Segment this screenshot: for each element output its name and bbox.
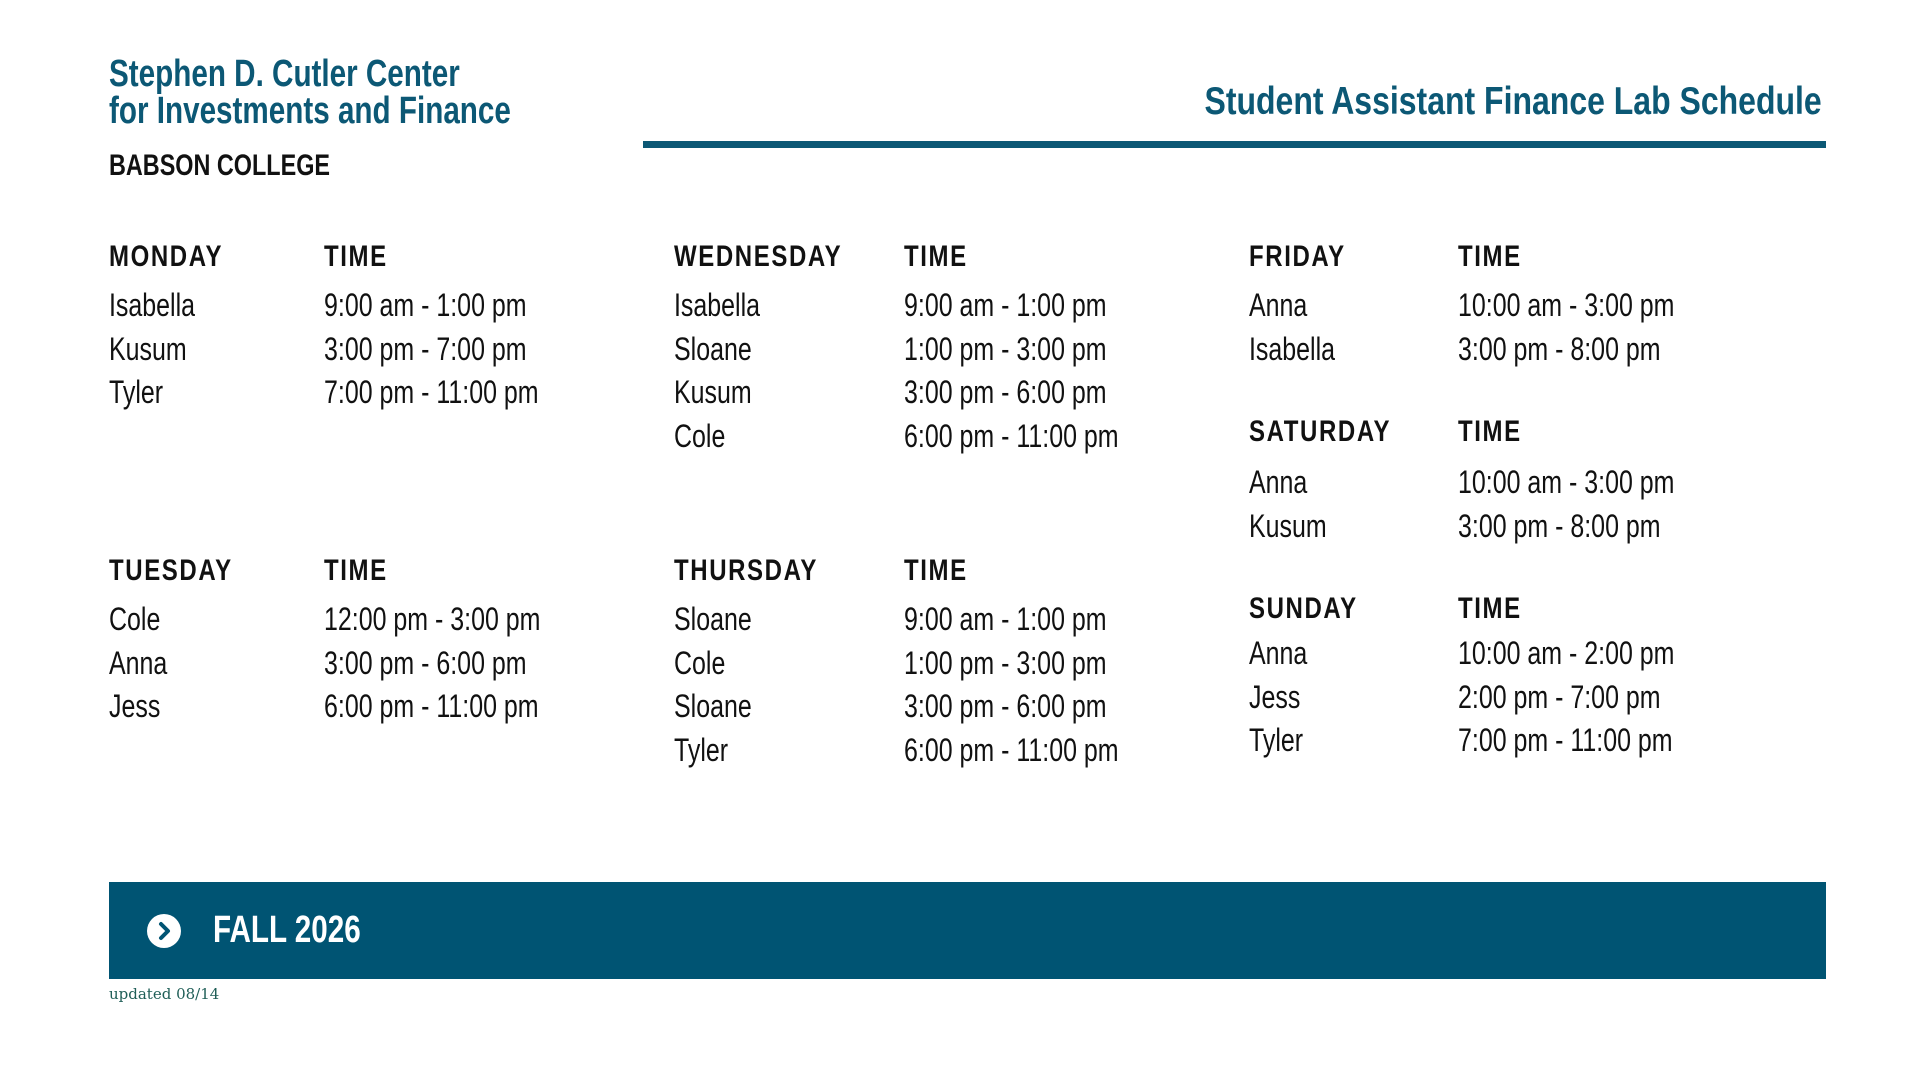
assistant-name: Tyler <box>1249 722 1304 758</box>
assistant-name: Isabella <box>1249 330 1336 367</box>
time-heading: TIME <box>324 554 388 587</box>
assistant-name: Tyler <box>109 374 164 410</box>
shift-time: 3:00 pm - 7:00 pm <box>324 330 527 367</box>
assistant-name: Jess <box>1249 678 1301 715</box>
assistant-name: Sloane <box>674 601 752 637</box>
updated-date-note: updated 08/14 <box>109 985 220 1003</box>
assistant-name: Kusum <box>109 330 187 367</box>
assistant-name: Cole <box>674 644 726 681</box>
shift-time: 7:00 pm - 11:00 pm <box>324 374 539 410</box>
shift-time: 6:00 pm - 11:00 pm <box>324 688 539 724</box>
shift-time: 1:00 pm - 3:00 pm <box>904 644 1107 681</box>
day-heading: SUNDAY <box>1249 592 1358 625</box>
shift-time: 3:00 pm - 8:00 pm <box>1458 330 1661 367</box>
shift-time: 9:00 am - 1:00 pm <box>904 287 1107 323</box>
title-divider <box>643 141 1826 148</box>
time-heading: TIME <box>324 240 388 273</box>
shift-time: 9:00 am - 1:00 pm <box>904 601 1107 637</box>
shift-time: 10:00 am - 2:00 pm <box>1458 635 1675 671</box>
shift-time: 2:00 pm - 7:00 pm <box>1458 678 1661 715</box>
assistant-name: Cole <box>109 601 161 637</box>
assistant-name: Kusum <box>674 374 752 410</box>
shift-time: 9:00 am - 1:00 pm <box>324 287 527 323</box>
shift-time: 3:00 pm - 6:00 pm <box>904 688 1107 724</box>
chevron-right-circle-icon <box>147 914 181 948</box>
assistant-name: Jess <box>109 688 161 724</box>
shift-time: 3:00 pm - 6:00 pm <box>904 374 1107 410</box>
shift-time: 10:00 am - 3:00 pm <box>1458 287 1675 323</box>
day-heading: FRIDAY <box>1249 240 1346 273</box>
day-heading: WEDNESDAY <box>674 240 843 273</box>
assistant-name: Anna <box>1249 287 1308 323</box>
shift-time: 10:00 am - 3:00 pm <box>1458 464 1675 500</box>
page-title: Student Assistant Finance Lab Schedule <box>1204 80 1822 123</box>
assistant-name: Sloane <box>674 330 752 367</box>
assistant-name: Cole <box>674 417 726 454</box>
day-heading: TUESDAY <box>109 554 233 587</box>
assistant-name: Anna <box>1249 635 1308 671</box>
shift-time: 7:00 pm - 11:00 pm <box>1458 722 1673 758</box>
time-heading: TIME <box>904 554 968 587</box>
season-label: FALL 2026 <box>213 909 361 951</box>
assistant-name: Isabella <box>109 287 196 323</box>
shift-time: 3:00 pm - 8:00 pm <box>1458 507 1661 544</box>
shift-time: 3:00 pm - 6:00 pm <box>324 644 527 681</box>
day-heading: MONDAY <box>109 240 224 273</box>
day-heading: SATURDAY <box>1249 415 1392 448</box>
day-heading: THURSDAY <box>674 554 818 587</box>
assistant-name: Sloane <box>674 688 752 724</box>
time-heading: TIME <box>904 240 968 273</box>
time-heading: TIME <box>1458 592 1522 625</box>
assistant-name: Tyler <box>674 731 729 768</box>
shift-time: 6:00 pm - 11:00 pm <box>904 417 1119 454</box>
assistant-name: Anna <box>109 644 168 681</box>
center-name-line-1: Stephen D. Cutler Center <box>109 53 460 95</box>
shift-time: 12:00 pm - 3:00 pm <box>324 601 541 637</box>
time-heading: TIME <box>1458 240 1522 273</box>
season-banner <box>109 882 1826 979</box>
assistant-name: Kusum <box>1249 507 1327 544</box>
shift-time: 1:00 pm - 3:00 pm <box>904 330 1107 367</box>
assistant-name: Isabella <box>674 287 761 323</box>
college-name: BABSON COLLEGE <box>109 149 331 182</box>
time-heading: TIME <box>1458 415 1522 448</box>
shift-time: 6:00 pm - 11:00 pm <box>904 731 1119 768</box>
assistant-name: Anna <box>1249 464 1308 500</box>
center-name-line-2: for Investments and Finance <box>109 90 511 132</box>
